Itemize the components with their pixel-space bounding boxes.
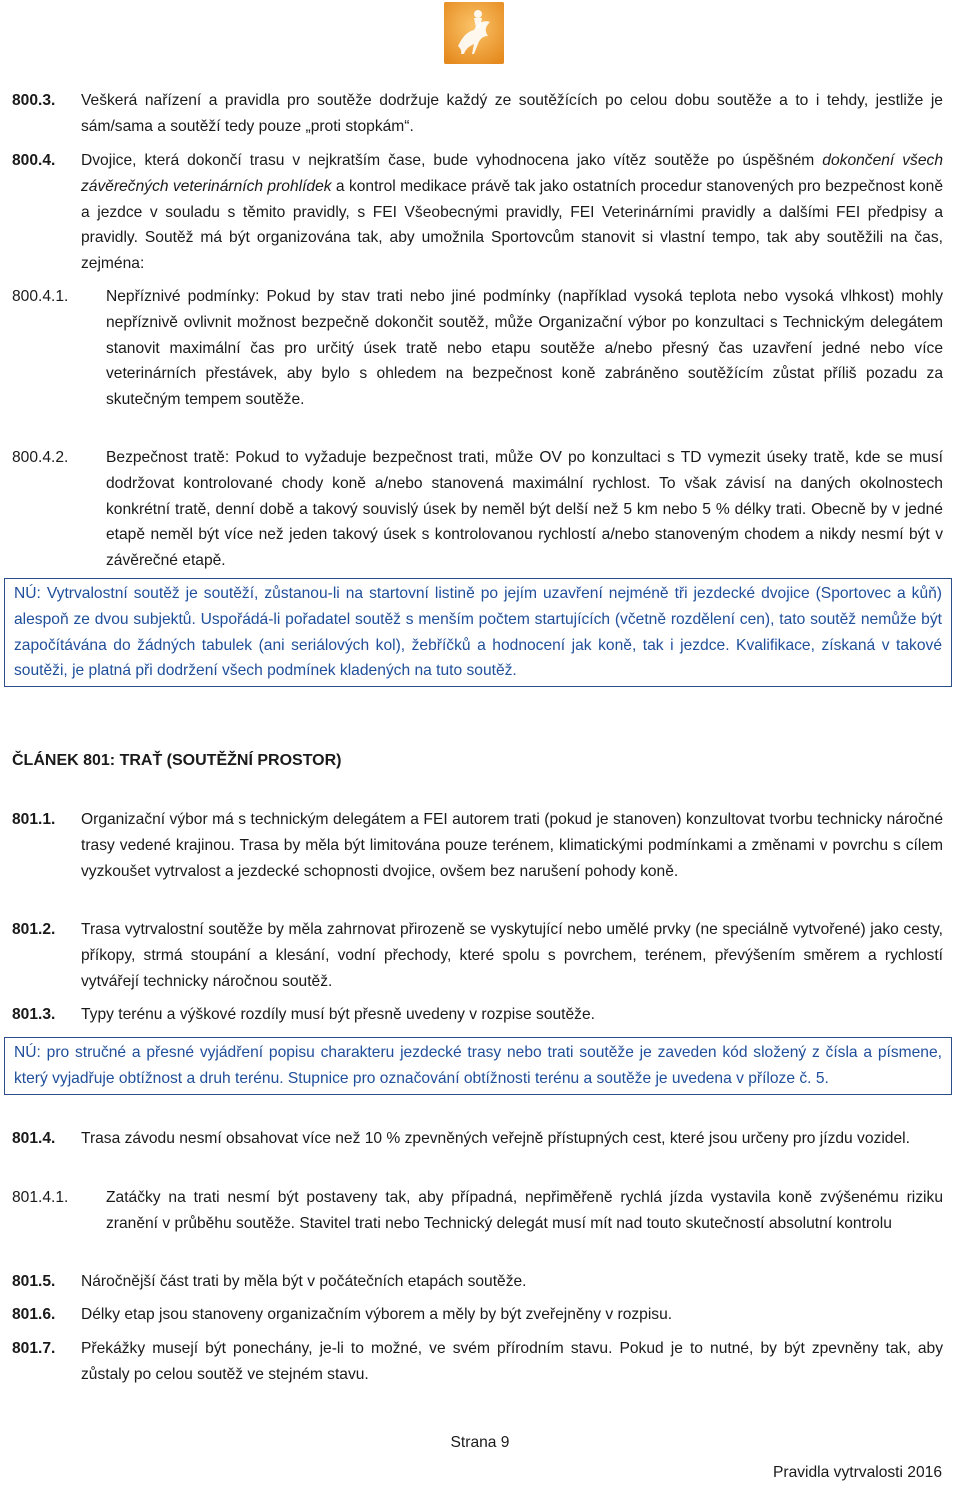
section-801-4-text: Trasa závodu nesmí obsahovat více než 10 % zpevněných veřejně přístupných cest, které jsou určeny pro jízdu vozidel. (81, 1130, 910, 1147)
section-801-1-text: Organizační výbor má s technickým delegátem a FEI autorem trati (pokud je stanoven) konzultovat tvorbu technicky náročné trasy vedené krajinou. Trasa by měla být limitována pouze terénem, klimatickými podmínkami a změnami v povrchu s cílem vyzkoušet vytrvalost a jezdecké schopnosti dvojice, ovšem bez narušení pohody koně. (81, 811, 943, 880)
section-801-5-text: Náročnější část trati by měla být v počátečních etapách soutěže. (81, 1273, 527, 1290)
section-800-3-text: Veškerá nařízení a pravidla pro soutěže dodržuje každý ze soutěžících po celou dobu soutěže a to i tehdy, jestliže je sám/sama a soutěží tedy pouze „proti stopkám“. (81, 92, 943, 135)
note-box (4, 578, 952, 687)
article-heading: ČLÁNEK 801: TRAŤ (SOUTĚŽNÍ PROSTOR) (12, 752, 342, 769)
section-number: 801.5. (12, 1273, 56, 1290)
section-800-4-1-text: Nepříznivé podmínky: Pokud by stav trati nebo jiné podmínky (například vysoká teplota nebo vysoká vlhkost) mohly nepříznivě ovlivnit možnost bezpečně dokončit soutěž, může Organizační výbor po konzultaci s Technickým delegátem stanovit maximální čas pro určitý úsek tratě nebo etapu soutěže a/nebo přesný čas uzavření jedné nebo více veterinárních přestávek, aby bylo s ohledem na bezpečnost koně zabráněno soutěžícím zůstat příliš pozadu za skutečným tempem soutěže. (106, 288, 943, 409)
section-number: 800.3. (12, 92, 56, 109)
section-number: 801.2. (12, 921, 56, 938)
section-801-2-text: Trasa vytrvalostní soutěže by měla zahrnovat přirozeně se vyskytující nebo umělé prvky (ne speciálně vytvořené) jako cesty, příkopy, strmá stoupání a klesání, vodní přechody, které spolu s povrchem, terénem, převýšením směrem a rychlostí vytvářejí technicky náročnou soutěž. (81, 921, 943, 990)
section-800-4-text (81, 148, 943, 277)
section-number: 800.4. (12, 152, 56, 169)
text-part: a kontrol medikace právě tak jako ostatních procedur stanovených pro bezpečnost koně a jezdce v souladu s těmito pravidly, s FEI Všeobecnými pravidly, FEI Veterinárními pravidly a dalšími FEI předpisy a pravidly. (81, 177, 943, 247)
section-800-4-2-text: Bezpečnost tratě: Pokud to vyžaduje bezpečnost trati, může OV po konzultaci s TD vymezit úseky tratě, kde se musí dodržovat kontrolované chody koně a/nebo stanovená maximální rychlost. To však závisí na daných okolnostech konkrétní tratě, denní době a takový souvislý úsek by neměl být delší než 5 km nebo 5 % délky trati. Obecně by v jedné etapě neměl být více než jeden takový úsek s kontrolovanou rychlostí a/nebo stanoveným chodem a nikdy nesmí být v závěrečné etapě. (106, 449, 943, 570)
page-number: Strana 9 (450, 1434, 510, 1451)
section-number: 801.4. (12, 1130, 56, 1147)
section-number: 800.4.2. (12, 449, 69, 466)
note-text: NÚ: pro stručné a přesné vyjádření popisu charakteru jezdecké trasy nebo trati soutěže je zaveden kód složený z čísla a písmene, který vyjadřuje obtížnost a druh terénu. Stupnice pro označování obtížnosti terénu a soutěže je uvedena v příloze č. 5. (14, 1044, 942, 1087)
section-number: 801.7. (12, 1340, 56, 1357)
section-number: 801.6. (12, 1306, 56, 1323)
text-part: Soutěž má být organizována tak, aby umožnila Sportovcům stanovit si vlastní tempo, tak aby soutěžili na čas, zejména: (81, 229, 943, 273)
section-number: 801.1. (12, 811, 56, 828)
section-number: 800.4.1. (12, 288, 69, 305)
section-number: 801.3. (12, 1006, 56, 1023)
note-text: NÚ: Vytrvalostní soutěž je soutěží, zůstanou-li na startovní listině po jejím uzavření nejméně tři jezdecké dvojice (Sportovec a kůň) alespoň ze dvou subjektů. Uspořádá-li pořadatel soutěž s menším počtem startujících (včetně rozdělení cen), tato soutěž nemůže být započítávána do žádných tabulek (ani seriálových kol), žebříčků a hodnocení jak koně, tak i jezdce. Kvalifikace, získaná v takové soutěži, je platná při dodržení všech podmínek kladených na tuto soutěž. (14, 585, 942, 680)
section-801-3-text: Typy terénu a výškové rozdíly musí být přesně uvedeny v rozpise soutěže. (81, 1006, 595, 1023)
note-box (4, 1037, 952, 1095)
federation-logo-icon (444, 2, 504, 64)
text-part: Dvojice, která dokončí trasu v nejkratším čase, bude vyhodnocena jako vítěz soutěže po úspěšném (81, 152, 823, 169)
section-801-7-text: Překážky musejí být ponechány, je-li to možné, ve svém přírodním stavu. Pokud je to nutné, by být zpevněny tak, aby zůstaly po celou soutěž ve stejném stavu. (81, 1340, 943, 1383)
text-part-italic: dokončení všech závěrečných veterinárních prohlídek (81, 152, 943, 195)
section-801-4-1-text: Zatáčky na trati nesmí být postaveny tak, aby případná, nepřiměřeně rychlá jízda vystavila koně zvýšenému riziku zranění v průběhu soutěže. Stavitel trati nebo Technický delegát musí mít nad touto skutečností absolutní kontrolu (106, 1189, 943, 1232)
document-title-footer: Pravidla vytrvalosti 2016 (772, 1464, 942, 1481)
section-number: 801.4.1. (12, 1189, 69, 1206)
section-801-6-text: Délky etap jsou stanoveny organizačním výborem a měly by být zveřejněny v rozpisu. (81, 1306, 673, 1323)
